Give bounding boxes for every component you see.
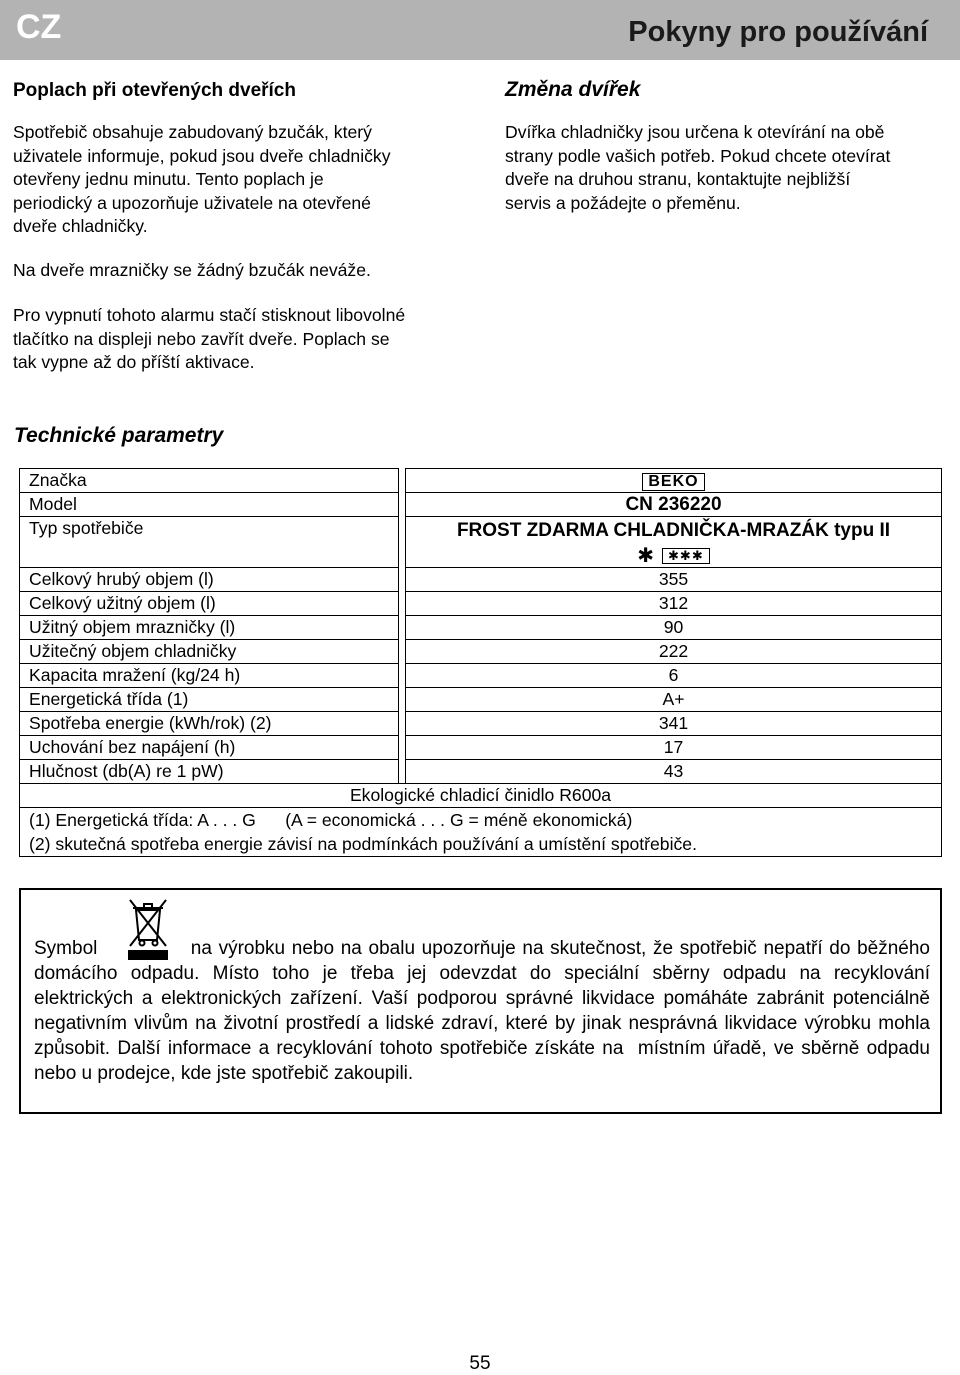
text-line: Dvířka chladničky jsou určena k otevírání na obě: [505, 122, 885, 142]
text-line: tlačítko na displeji nebo zavřít dveře. Poplach se: [13, 328, 390, 349]
spacer: [399, 760, 406, 784]
spec-row-refrigerant: [20, 784, 942, 808]
spec-label: Celkový hrubý objem (l): [20, 568, 399, 592]
disposal-text: Symbol na výrobku nebo na obalu upozorňuje na skutečnost, že spotřebič nepatří do běžného domácího odpadu. Místo toho je třeba jej odevzdat do speciální sběrny odpadu na recyklování elektrických a elektronických zařízení. Vaší podporou správné likvidace pomáháte zabránit potenciálně negativním vlivům na životní prostředí a lidské zdraví, které by jinak nesprávná likvidace výrobku mohla způsobit. Další informace a recyklování tohoto spotřebiče získáte na místním úřadě, ve sběrně odpadu nebo u prodejce, kde jste spotřebič zakoupili.: [34, 938, 936, 1084]
spec-row: [20, 592, 942, 616]
text-line: otevřeny jednu minutu. Tento poplach je: [13, 169, 324, 190]
spec-table: [19, 468, 942, 857]
spec-value: A+: [406, 688, 942, 712]
tech-title: Technické parametry: [14, 424, 224, 447]
spec-row-type: [20, 517, 942, 568]
text-line: Pro vypnutí tohoto alarmu stačí stisknout libovolné: [13, 305, 406, 325]
spec-value: 312: [406, 592, 942, 616]
text-line: uživatele informuje, pokud jsou dveře chladničky: [13, 145, 391, 166]
note-2: (2) skutečná spotřeba energie závisí na podmínkách používání a umístění spotřebiče.: [29, 834, 697, 854]
alarm-title: Poplach při otevřených dveřích: [13, 80, 296, 101]
snowflake-icon: ✱: [637, 545, 655, 568]
refrigerant: Ekologické chladicí činidlo R600a: [20, 784, 942, 808]
spec-value: 43: [406, 760, 942, 784]
spec-value: 6: [406, 664, 942, 688]
text-line: dveře chladničky.: [13, 216, 148, 237]
spacer: [399, 640, 406, 664]
beko-logo: BEKO: [642, 473, 704, 491]
spacer: [399, 493, 406, 517]
header-title: Pokyny pro používání: [628, 16, 928, 48]
spec-row: [20, 736, 942, 760]
spec-value: 90: [406, 616, 942, 640]
spec-row: [20, 616, 942, 640]
spacer: [399, 616, 406, 640]
alarm-paragraph-3: [13, 304, 405, 375]
brand-cell: [406, 469, 942, 493]
spec-label: Kapacita mražení (kg/24 h): [20, 664, 399, 688]
spec-row: [20, 568, 942, 592]
type-value: FROST ZDARMA CHLADNIČKA-MRAZÁK typu II: [456, 520, 891, 541]
spacer: [399, 736, 406, 760]
spacer: [399, 568, 406, 592]
type-cell: [406, 517, 942, 568]
spec-row: [20, 760, 942, 784]
spec-value: 341: [406, 712, 942, 736]
spacer: [399, 592, 406, 616]
text-line: periodický a upozorňuje uživatele na otevřené: [13, 192, 371, 213]
spec-row-model: [20, 493, 942, 517]
notes-cell: [20, 808, 942, 857]
spec-value: 222: [406, 640, 942, 664]
spec-value: 17: [406, 736, 942, 760]
spec-row: [20, 688, 942, 712]
spec-label: Spotřeba energie (kWh/rok) (2): [20, 712, 399, 736]
language-code: CZ: [16, 8, 62, 46]
model-label: Model: [20, 493, 399, 517]
type-label: Typ spotřebiče: [20, 517, 399, 568]
three-star-icon: ✱✱✱: [662, 548, 710, 564]
alarm-paragraph-1: [13, 121, 391, 239]
spacer: [399, 688, 406, 712]
freezer-star-icon: [637, 545, 709, 568]
model-value: CN 236220: [406, 493, 942, 517]
spacer: [399, 664, 406, 688]
text-line: Spotřebič obsahuje zabudovaný bzučák, který: [13, 122, 372, 142]
note-1: (1) Energetická třída: A . . . G (A = economická . . . G = méně ekonomická): [29, 810, 633, 830]
page-number: 55: [469, 1353, 491, 1374]
spacer: [399, 469, 406, 493]
spec-row: [20, 640, 942, 664]
brand-label: Značka: [20, 469, 399, 493]
spec-label: Užitečný objem chladničky: [20, 640, 399, 664]
spec-row-brand: [20, 469, 942, 493]
text-line: servis a požádejte o přeměnu.: [505, 192, 741, 213]
spec-label: Hlučnost (db(A) re 1 pW): [20, 760, 399, 784]
page-header: [0, 0, 960, 60]
spacer: [399, 517, 406, 568]
text-line: dveře na druhou stranu, kontaktujte nejbližší: [505, 169, 851, 190]
spec-value: 355: [406, 568, 942, 592]
spec-row: [20, 664, 942, 688]
door-title: Změna dvířek: [505, 78, 641, 101]
spec-label: Uchování bez napájení (h): [20, 736, 399, 760]
spec-label: Celkový užitný objem (l): [20, 592, 399, 616]
alarm-paragraph-2: Na dveře mrazničky se žádný bzučák neváže.: [13, 260, 371, 280]
spec-label: Energetická třída (1): [20, 688, 399, 712]
freezer-rating: [415, 544, 932, 566]
door-paragraph: [505, 121, 890, 215]
spacer: [399, 712, 406, 736]
disposal-notice: [19, 888, 942, 1114]
spec-row: [20, 712, 942, 736]
text-line: strany podle vašich potřeb. Pokud chcete otevírat: [505, 145, 891, 166]
spec-label: Užitný objem mrazničky (l): [20, 616, 399, 640]
spec-row-notes: [20, 808, 942, 857]
text-line: tak vypne až do příští aktivace.: [13, 352, 255, 373]
